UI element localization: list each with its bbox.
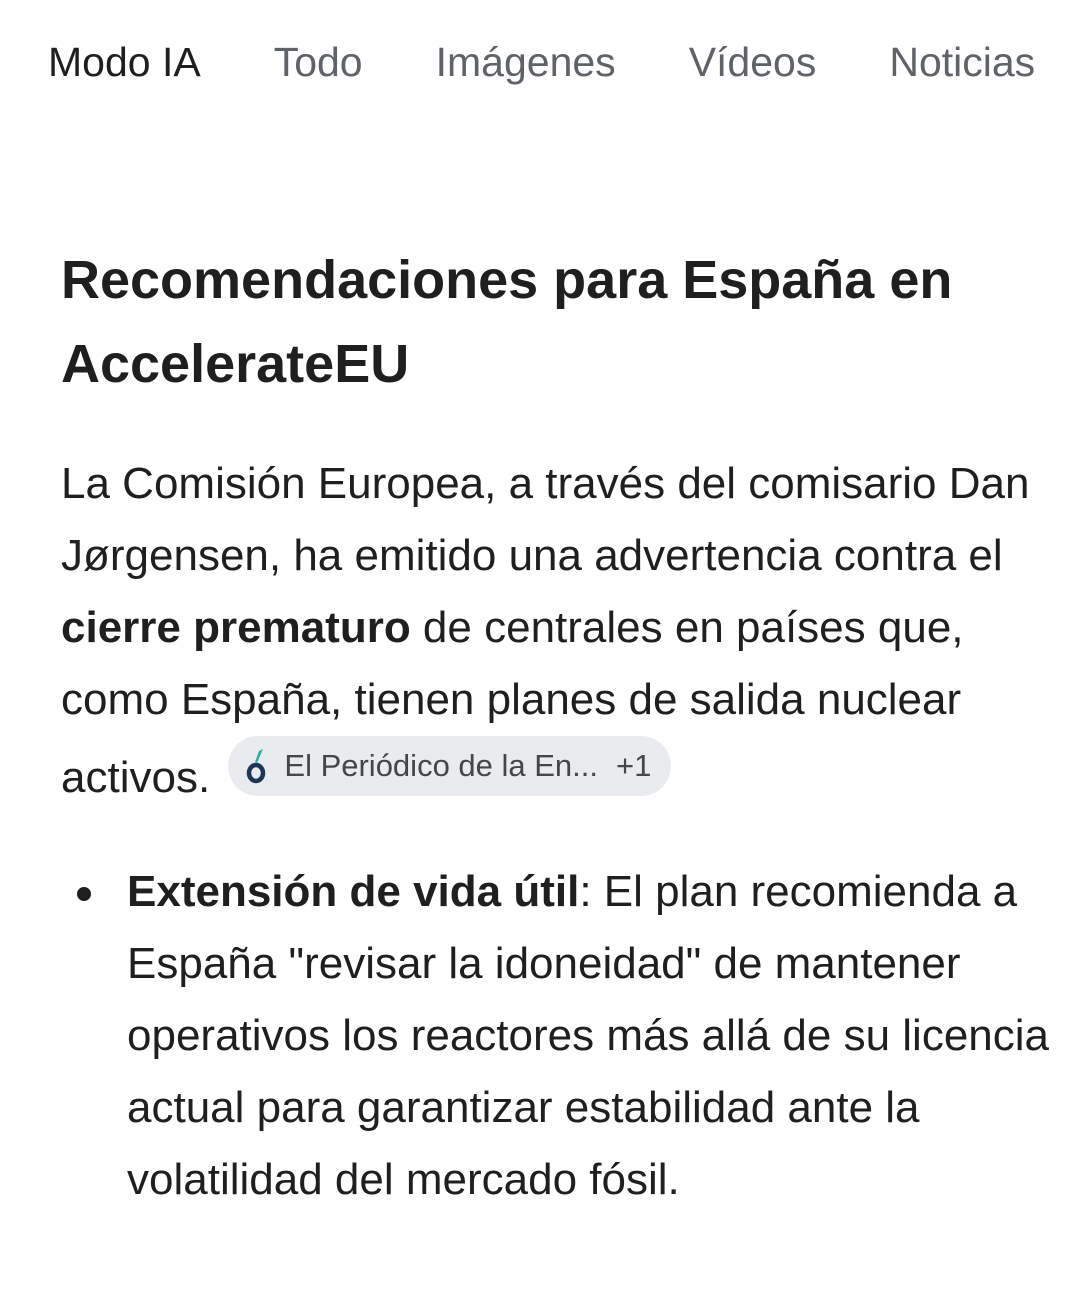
paragraph-bold-text: cierre prematuro (61, 603, 411, 652)
tab-videos[interactable]: Vídeos (688, 39, 817, 85)
source-chip-label: El Periódico de la En... (284, 748, 599, 783)
source-chip[interactable] (228, 736, 671, 796)
answer-paragraph (61, 448, 1051, 814)
tab-imagenes[interactable]: Imágenes (435, 39, 616, 85)
source-chip-count: +1 (616, 748, 652, 783)
list-item (61, 856, 1051, 1216)
el-periodico-logo-icon (242, 746, 272, 786)
paragraph-text-before: La Comisión Europea, a través del comisario Dan Jørgensen, ha emitido una advertencia contra el (61, 459, 1030, 580)
tab-modo-ia[interactable]: Modo IA (48, 39, 201, 85)
list-item-heading: Extensión de vida útil (127, 867, 580, 916)
tab-noticias[interactable]: Noticias (889, 39, 1036, 85)
search-tabs (48, 36, 1035, 88)
paragraph-text-after: de centrales en países que, como España, tienen planes de salida nuclear activos. (61, 603, 964, 802)
bullet-icon (77, 887, 91, 901)
recommendation-list (61, 856, 1051, 1216)
list-item-text: : El plan recomienda a España "revisar la idoneidad" de mantener operativos los reactores más allá de su licencia actual para garantizar estabilidad ante la volatilidad del mercado fósil. (127, 867, 1050, 1204)
answer-title: Recomendaciones para España en AccelerateEU (61, 250, 953, 394)
tab-todo[interactable]: Todo (273, 39, 363, 85)
